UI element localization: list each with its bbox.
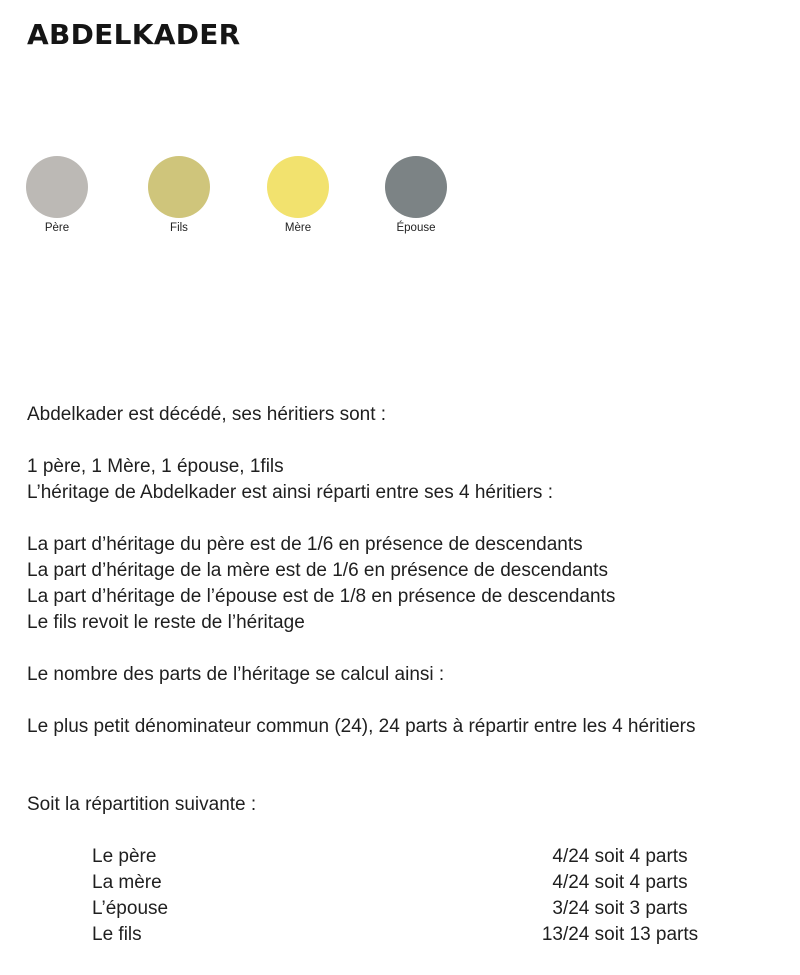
distribution-table	[0, 844, 800, 948]
legend-item-epouse	[376, 156, 456, 234]
legend-label-pere: Père	[44, 222, 70, 234]
heir-name: Le père	[92, 846, 157, 867]
heir-name: La mère	[92, 872, 162, 893]
legend-item-pere	[17, 156, 97, 234]
distribution-heading: Soit la répartition suivante :	[27, 794, 257, 815]
rule-mere-text: La part d’héritage de la mère est de 1/6 en présence de descendants	[27, 560, 608, 581]
heir-name: L’épouse	[92, 898, 169, 919]
legend-item-mere	[258, 156, 338, 234]
legend-label-epouse: Épouse	[396, 222, 436, 234]
rule-epouse-text: La part d’héritage de l’épouse est de 1/8 en présence de descendants	[27, 586, 616, 607]
heir-legend	[0, 0, 800, 260]
heirs-list-text: 1 père, 1 Mère, 1 épouse, 1fils	[27, 456, 284, 477]
heir-name: Le fils	[92, 924, 142, 945]
epouse-color-swatch-icon	[385, 156, 447, 218]
distribution-row-fils	[0, 922, 800, 948]
heir-share: 13/24 soit 13 parts	[541, 924, 699, 945]
page-title: ABDELKADER	[27, 18, 241, 51]
pere-color-swatch-icon	[26, 156, 88, 218]
rule-pere-text: La part d’héritage du père est de 1/6 en présence de descendants	[27, 534, 583, 555]
heir-share: 3/24 soit 3 parts	[552, 898, 688, 919]
distribution-row-pere	[0, 844, 800, 870]
distribution-intro-text: L’héritage de Abdelkader est ainsi réparti entre ses 4 héritiers :	[27, 482, 553, 503]
distribution-row-epouse	[0, 896, 800, 922]
mere-color-swatch-icon	[267, 156, 329, 218]
inheritance-explanation	[27, 402, 797, 818]
legend-label-mere: Mère	[284, 222, 312, 234]
parts-intro-text: Le nombre des parts de l’héritage se calcul ainsi :	[27, 664, 445, 685]
heir-share: 4/24 soit 4 parts	[552, 872, 688, 893]
fils-color-swatch-icon	[148, 156, 210, 218]
rule-fils-text: Le fils revoit le reste de l’héritage	[27, 612, 305, 633]
legend-item-fils	[139, 156, 219, 234]
intro-text: Abdelkader est décédé, ses héritiers sont :	[27, 404, 387, 425]
distribution-row-mere	[0, 870, 800, 896]
heir-share: 4/24 soit 4 parts	[552, 846, 688, 867]
denominator-text: Le plus petit dénominateur commun (24), 24 parts à répartir entre les 4 héritiers	[27, 716, 696, 737]
legend-label-fils: Fils	[170, 222, 188, 234]
